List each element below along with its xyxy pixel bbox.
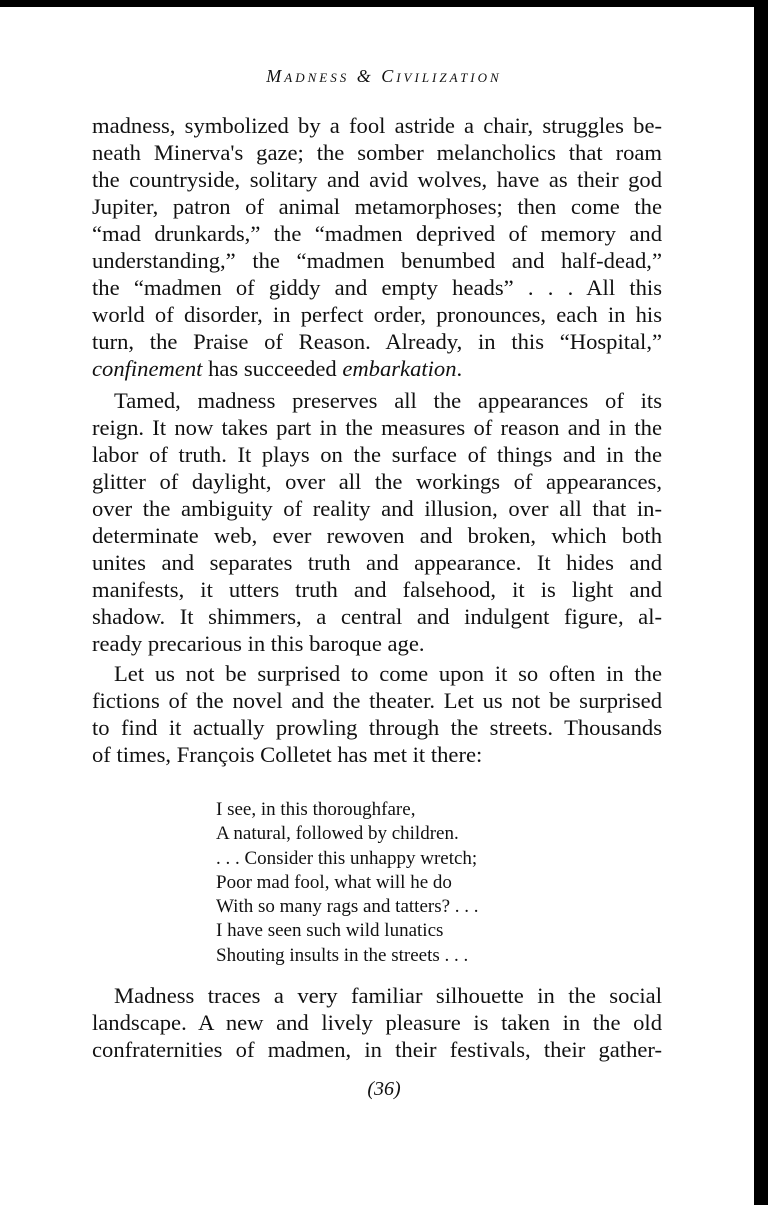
text-line: glitter of daylight, over all the workings of appearances,: [92, 469, 662, 494]
text-line: manifests, it utters truth and falsehood, it is light and: [92, 577, 662, 602]
text-line: turn, the Praise of Reason. Already, in this “Hospital,”: [92, 329, 662, 354]
text-line: neath Minerva's gaze; the somber melancholics that roam: [92, 140, 662, 165]
paragraph-2: [92, 387, 662, 657]
text-line: Let us not be surprised to come upon it so often in the: [114, 661, 662, 686]
text-line: landscape. A new and lively pleasure is taken in the old: [92, 1010, 662, 1035]
scan-border-right: [754, 0, 768, 1205]
text-line: world of disorder, in perfect order, pronounces, each in his: [92, 302, 662, 327]
text-line: labor of truth. It plays on the surface of things and in the: [92, 442, 662, 467]
verse-line: A natural, followed by children.: [216, 823, 459, 845]
text-line: Tamed, madness preserves all the appearances of its: [114, 388, 662, 413]
text-fragment: .: [456, 356, 463, 381]
text-line: unites and separates truth and appearance. It hides and: [92, 550, 662, 575]
text-line: shadow. It shimmers, a central and indulgent figure, al-: [92, 604, 662, 629]
text-line: the “madmen of giddy and empty heads” . . . All this: [92, 275, 662, 300]
text-line: fictions of the novel and the theater. Let us not be surprised: [92, 688, 662, 713]
text-line: reign. It now takes part in the measures of reason and in the: [92, 415, 662, 440]
paragraph-1: [92, 112, 662, 382]
verse-line: . . . Consider this unhappy wretch;: [216, 847, 478, 869]
text-line: ready precarious in this baroque age.: [92, 631, 425, 656]
verse-line: Poor mad fool, what will he do: [216, 871, 452, 893]
text-line: understanding,” the “madmen benumbed and half-dead,”: [92, 248, 662, 273]
text-fragment: has succeeded: [202, 356, 343, 381]
verse-line: I have seen such wild lunatics: [216, 920, 444, 942]
scan-border-top: [0, 0, 768, 7]
text-line: “mad drunkards,” the “madmen deprived of memory and: [92, 221, 662, 246]
text-line: Madness traces a very familiar silhouette in the social: [114, 983, 662, 1008]
verse-line: Shouting insults in the streets . . .: [216, 944, 469, 966]
text-line: to find it actually prowling through the streets. Thousands: [92, 715, 662, 740]
verse-quotation: [216, 798, 479, 968]
italic-term: confinement: [92, 356, 203, 381]
text-line: [92, 355, 662, 382]
paragraph-3: [92, 660, 662, 768]
paragraph-4: [92, 982, 662, 1063]
page-number: (36): [367, 1078, 401, 1100]
italic-term: embarkation: [342, 356, 457, 381]
running-head: Madness & Civilization: [266, 66, 502, 86]
text-line: the countryside, solitary and avid wolves, have as their god: [92, 167, 662, 192]
text-line: madness, symbolized by a fool astride a chair, struggles be-: [92, 113, 662, 138]
text-line: confraternities of madmen, in their festivals, their gather-: [92, 1037, 662, 1062]
verse-line: I see, in this thoroughfare,: [216, 799, 416, 820]
text-line: of times, François Colletet has met it there:: [92, 742, 483, 767]
verse-line: With so many rags and tatters? . . .: [216, 896, 479, 918]
text-line: over the ambiguity of reality and illusion, over all that in-: [92, 496, 662, 521]
text-line: determinate web, ever rewoven and broken, which both: [92, 523, 662, 548]
text-line: Jupiter, patron of animal metamorphoses; then come the: [92, 194, 662, 219]
